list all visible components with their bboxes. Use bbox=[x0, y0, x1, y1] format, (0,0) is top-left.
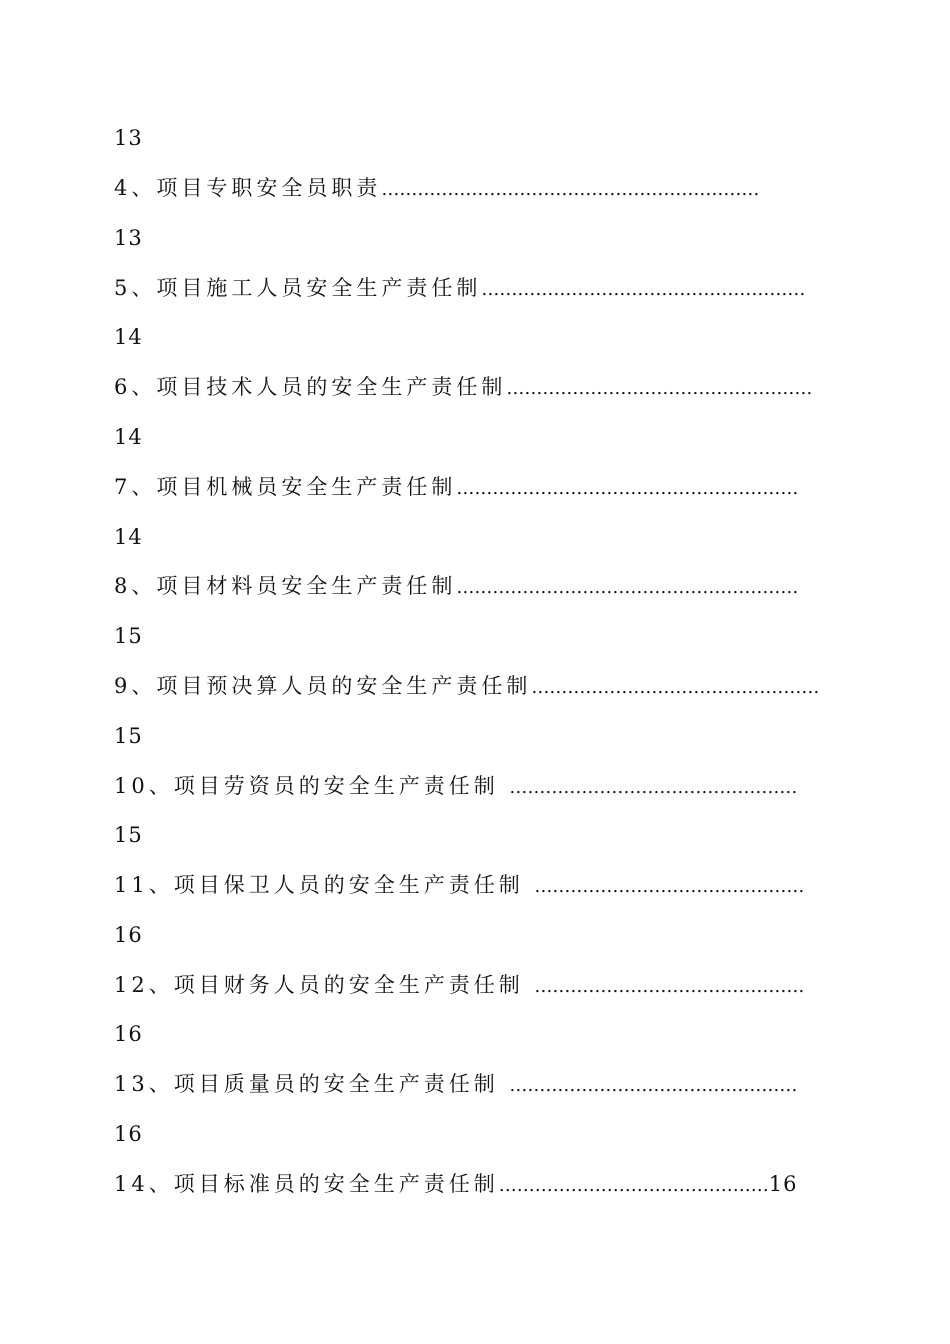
toc-page-number: 13 bbox=[114, 126, 143, 150]
toc-entry bbox=[114, 470, 834, 504]
toc-entry bbox=[114, 868, 834, 902]
toc-entry-label: 12、项目财务人员的安全生产责任制 bbox=[114, 973, 535, 997]
toc-page-number: 15 bbox=[114, 724, 143, 748]
toc-entry bbox=[114, 370, 834, 404]
toc-leader-dots: ……………………………………………… bbox=[481, 279, 806, 300]
toc-entry-label: 7、项目机械员安全生产责任制 bbox=[114, 475, 457, 499]
toc-page-number: 16 bbox=[114, 1022, 143, 1046]
toc-leader-dots: ………………………………………… bbox=[509, 777, 798, 798]
toc-leader-dots: ………………………………………………… bbox=[456, 577, 799, 598]
toc-page-number: 14 bbox=[114, 525, 143, 549]
toc-leader-dots: …………………………………………… bbox=[506, 378, 813, 399]
toc-leader-dots: ……………………………………………………… bbox=[381, 179, 760, 200]
toc-entry-label: 8、项目材料员安全生产责任制 bbox=[114, 574, 457, 598]
toc-entry bbox=[114, 1167, 834, 1201]
toc-entry-label: 14、项目标准员的安全生产责任制 bbox=[114, 1172, 499, 1196]
toc-page-number: 14 bbox=[114, 325, 143, 349]
toc-entry bbox=[114, 171, 834, 205]
toc-page-number: 16 bbox=[114, 1122, 143, 1146]
toc-entry-label: 11、项目保卫人员的安全生产责任制 bbox=[114, 873, 535, 897]
toc-entry-label: 4、项目专职安全员职责 bbox=[114, 176, 382, 200]
toc-entry bbox=[114, 271, 834, 305]
toc-leader-dots: ……………………………………… bbox=[534, 976, 805, 997]
toc-page-number: 16 bbox=[114, 923, 143, 947]
toc-entry-label: 13、项目质量员的安全生产责任制 bbox=[114, 1072, 510, 1096]
toc-entry-label: 6、项目技术人员的安全生产责任制 bbox=[114, 375, 507, 399]
toc-entry bbox=[114, 769, 834, 803]
toc-page-number: 14 bbox=[114, 425, 143, 449]
toc-entry-label: 10、项目劳资员的安全生产责任制 bbox=[114, 774, 510, 798]
toc-leader-dots: ………………………………………… bbox=[509, 1075, 798, 1096]
toc-leader-dots: ……………………………………… bbox=[534, 876, 805, 897]
toc-page-number: 13 bbox=[114, 226, 143, 250]
toc-page-number: 16 bbox=[768, 1172, 798, 1196]
toc-leader-dots: ………………………………………… bbox=[531, 677, 820, 698]
toc-page-number: 15 bbox=[114, 624, 143, 648]
toc-entry bbox=[114, 1067, 834, 1101]
toc-leader-dots: ……………………………………… bbox=[498, 1175, 769, 1196]
toc-page-number: 15 bbox=[114, 823, 143, 847]
toc-entry bbox=[114, 569, 834, 603]
toc-entry bbox=[114, 669, 834, 703]
toc-entry-label: 5、项目施工人员安全生产责任制 bbox=[114, 276, 482, 300]
toc-entry-label: 9、项目预决算人员的安全生产责任制 bbox=[114, 674, 532, 698]
toc-leader-dots: ………………………………………………… bbox=[456, 478, 799, 499]
toc-entry bbox=[114, 968, 834, 1002]
